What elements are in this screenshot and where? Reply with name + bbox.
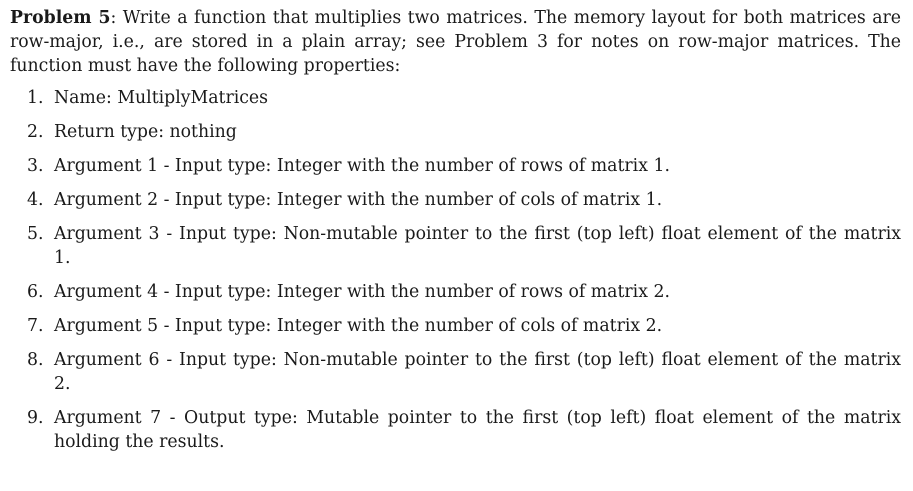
- list-item-number: 3.: [27, 156, 44, 176]
- list-item-number: 4.: [27, 190, 44, 210]
- list-item: [10, 348, 901, 396]
- list-item-text: Argument 2 - Input type: Integer with the number of cols of matrix 1.: [54, 190, 663, 210]
- problem-label: Problem 5: [10, 8, 111, 28]
- list-item-text: Argument 4 - Input type: Integer with the number of rows of matrix 2.: [54, 282, 670, 302]
- list-item: [10, 86, 901, 110]
- list-item-text: Argument 1 - Input type: Integer with the number of rows of matrix 1.: [54, 156, 670, 176]
- list-item-text: Return type: nothing: [54, 122, 237, 142]
- list-item-text: Argument 6 - Input type: Non-mutable pointer to the first (top left) float element of the matrix 2.: [54, 350, 901, 394]
- list-item-text: Argument 5 - Input type: Integer with the number of cols of matrix 2.: [54, 316, 663, 336]
- list-item: [10, 188, 901, 212]
- list-item: [10, 222, 901, 270]
- list-item: [10, 406, 901, 454]
- list-item: [10, 314, 901, 338]
- list-item-text: Argument 3 - Input type: Non-mutable pointer to the first (top left) float element of the matrix 1.: [54, 224, 901, 268]
- list-item-number: 6.: [27, 282, 44, 302]
- list-item-number: 1.: [27, 88, 44, 108]
- list-item-text: Name: MultiplyMatrices: [54, 88, 269, 108]
- list-item: [10, 154, 901, 178]
- list-item: [10, 120, 901, 144]
- problem-statement: [10, 6, 901, 78]
- list-item: [10, 280, 901, 304]
- properties-list: [10, 86, 901, 454]
- list-item-number: 2.: [27, 122, 44, 142]
- list-item-number: 5.: [27, 224, 44, 244]
- list-item-number: 7.: [27, 316, 44, 336]
- list-item-number: 8.: [27, 350, 44, 370]
- problem-intro-text: : Write a function that multiplies two matrices. The memory layout for both matrices are row-major, i.e., are stored in a plain array; see Problem 3 for notes on row-major matrices. The function must have the following properties:: [10, 8, 901, 76]
- list-item-text: Argument 7 - Output type: Mutable pointer to the first (top left) float element of the matrix holding the results.: [54, 408, 901, 452]
- list-item-number: 9.: [27, 408, 44, 428]
